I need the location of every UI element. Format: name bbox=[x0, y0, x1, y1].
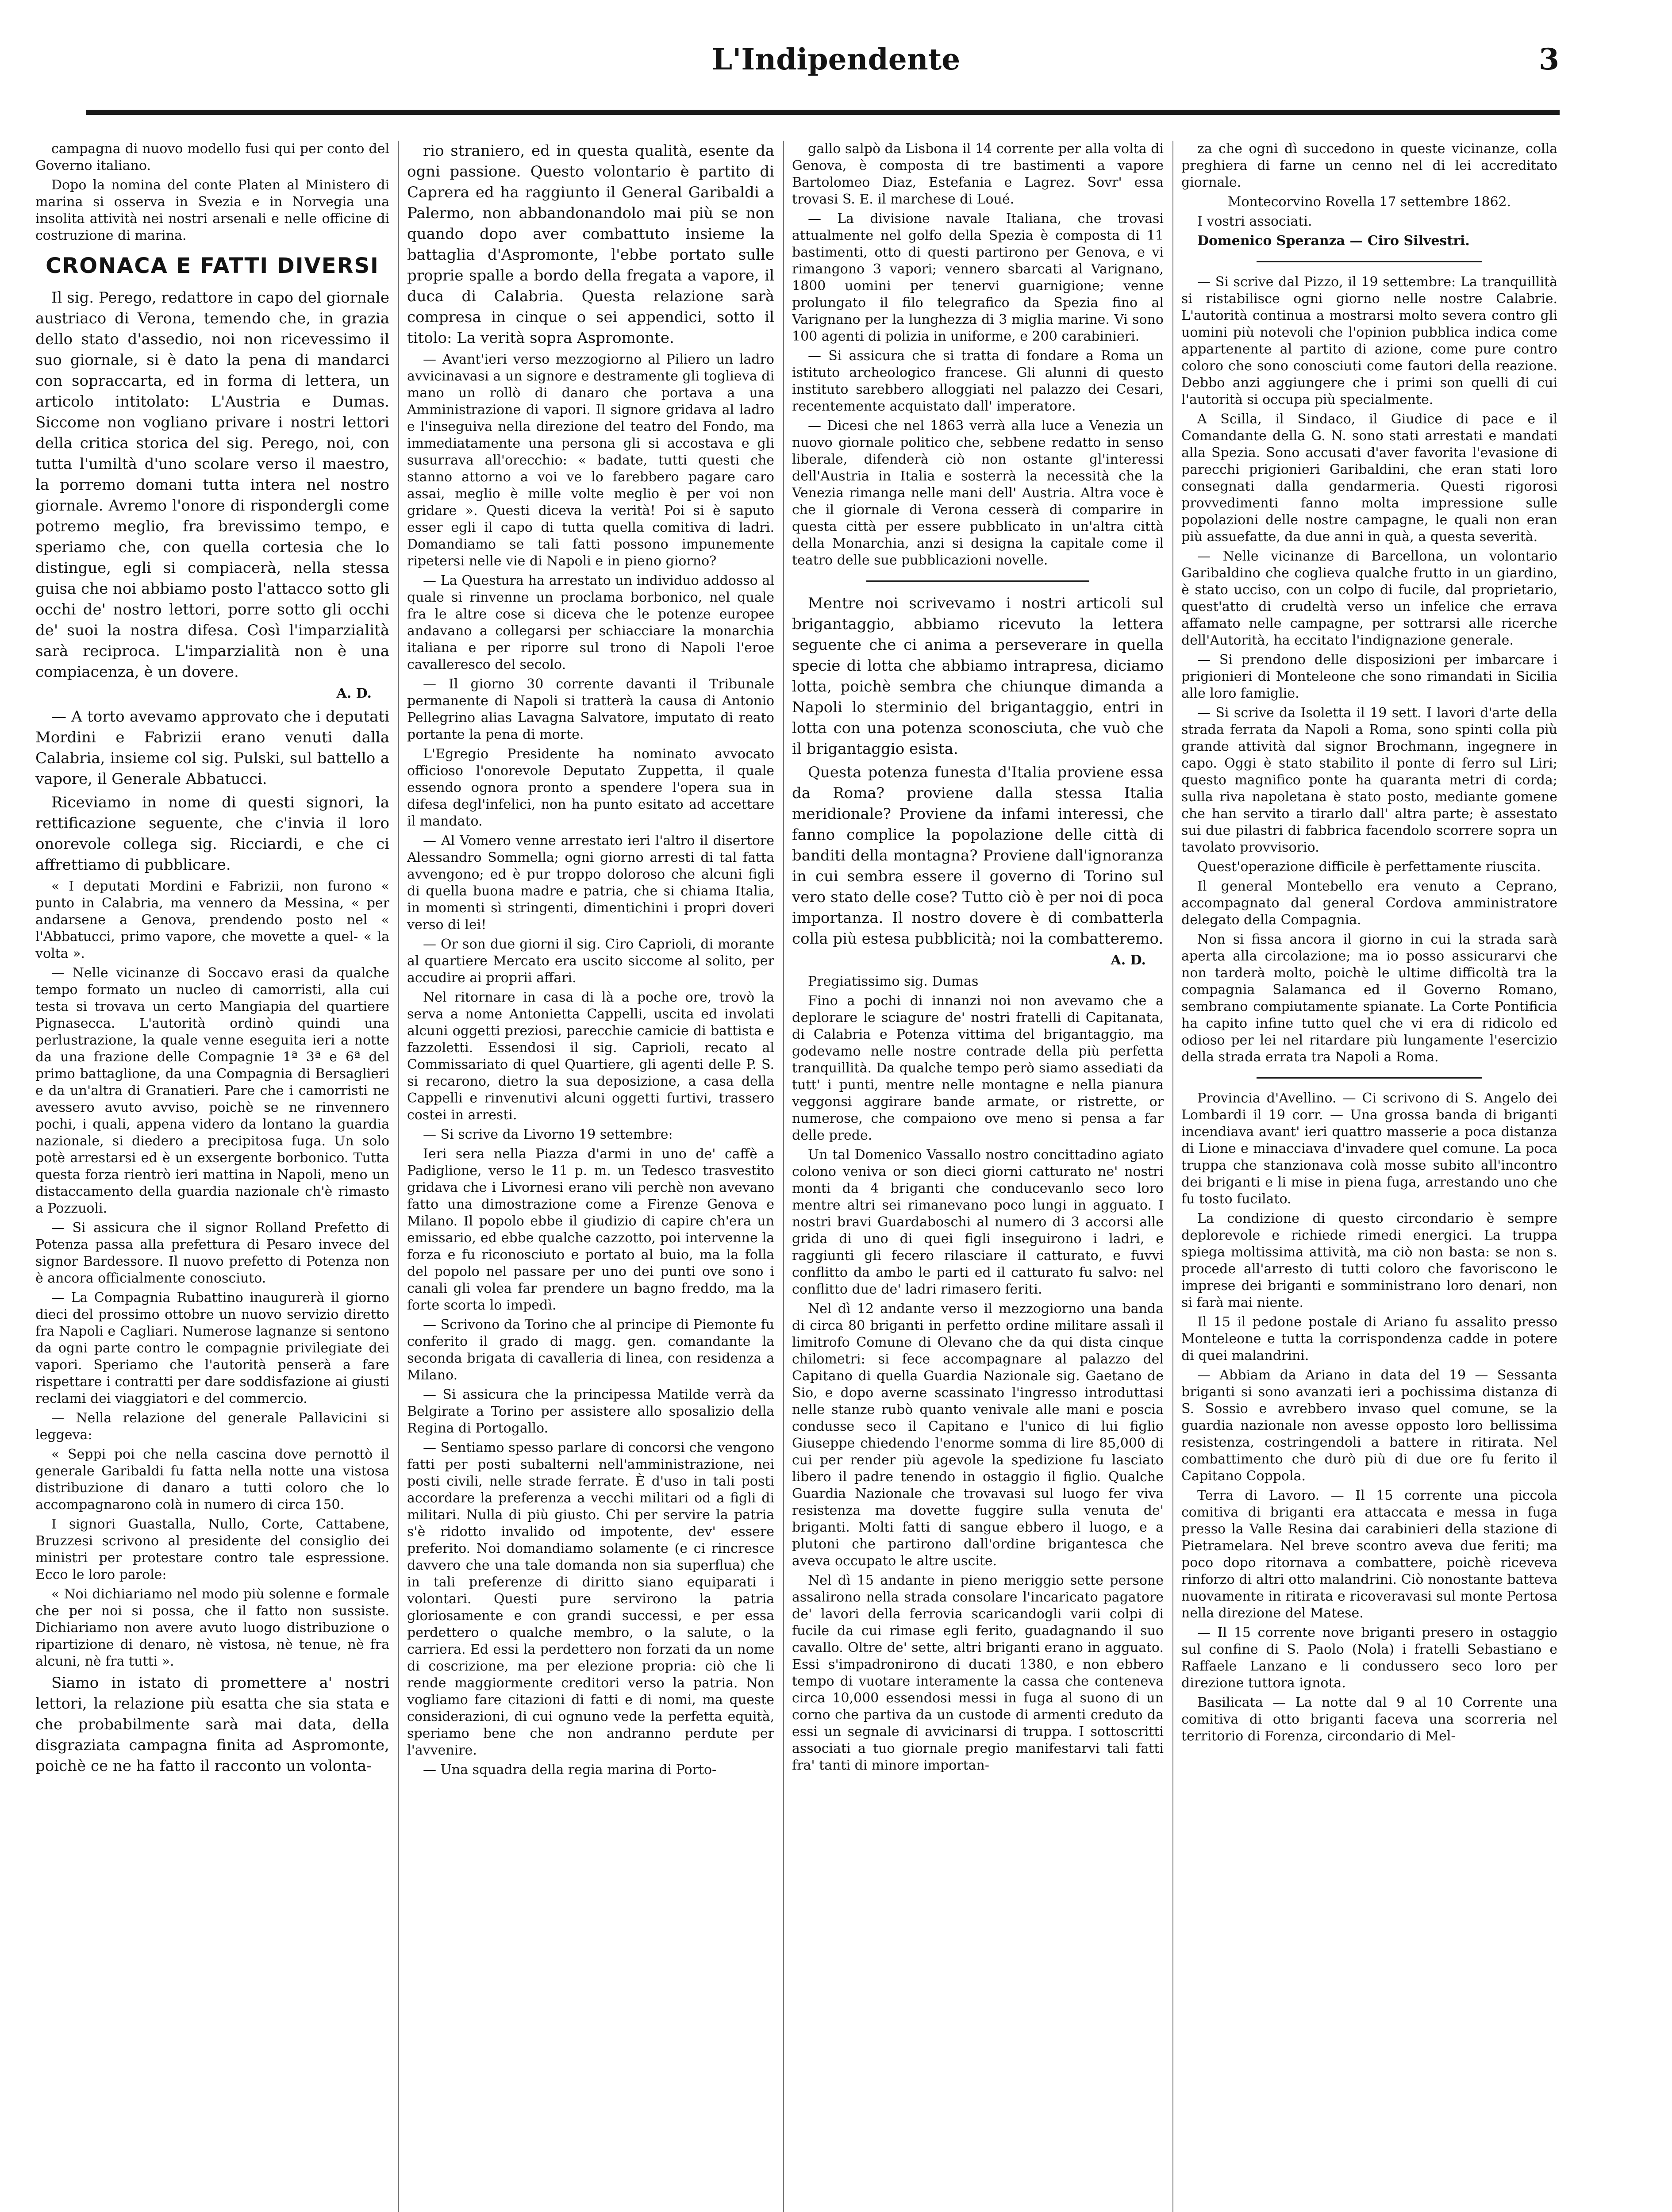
col1-paragraph: « I deputati Mordini e Fabrizii, non furono « punto in Calabria, ma vennero da Messina, « per andarsene a Genova, prendendo posto nel « l'Abbatucci, primo vapore, che movette a quel- « la volta ». bbox=[35, 879, 389, 961]
col2-paragraph: — Avant'ieri verso mezzogiorno al Piliero un ladro avvicinavasi a un signore e destramente gli toglieva di mano un rollò di danaro che portava a una Amministrazione di vapori. Il signore gridava al ladro e l'inseguiva nella direzione del teatro del Fondo, ma immediatamente una persona gli si accostava e gli susurrava all'orecchio: « badate, tutti questi che stanno attorno a voi ve lo farebbero pagare caro assai, meglio è mille volte meglio è per voi non gridare ». Questi diceva la verità! Poi si è saputo esser egli il capo di tutta quella comitiva di ladri. Domandiamo se tali fatti possono impunemente ripetersi nelle vie di Napoli e in pieno giorno? bbox=[407, 352, 774, 569]
col2-paragraph: — Or son due giorni il sig. Ciro Caprioli, di morante al quartiere Mercato era uscito siccome al solito, per accudire ai proprii affari. bbox=[407, 937, 774, 986]
col1-paragraph: I signori Guastalla, Nullo, Corte, Cattabene, Bruzzesi scrivono al presidente del consiglio dei ministri per protestare contro tale espressione. Ecco le loro parole: bbox=[35, 1517, 389, 1582]
signature: A. D. bbox=[336, 686, 372, 701]
col2-paragraph: — Si assicura che la principessa Matilde verrà da Belgirate a Torino per assistere allo sposalizio della Regina di Portogallo. bbox=[407, 1387, 774, 1436]
col4-paragraph: — Si scrive da Isoletta il 19 sett. I lavori d'arte della strada ferrata da Napoli a Roma, sono spinti colla più grande attività dal signor Brochmann, ingegnere in capo. Oggi è stato stabilito il ponte di ferro sul Liri; questo magnifico ponte ha quaranta metri di corda; sulla riva napoletana è stato posto, mediante gomene che han servito a tirarlo dall' altra parte; è assestato sui due pilastri di fabbrica facendolo scorrere sopra un tavolato provvisorio. bbox=[1181, 705, 1557, 855]
col1-paragraph: campagna di nuovo modello fusi qui per conto del Governo italiano. bbox=[35, 141, 389, 173]
column-4 bbox=[1181, 141, 1557, 2212]
col4-paragraph: — Nelle vicinanze di Barcellona, un volontario Garibaldino che coglieva qualche frutto in un giardino, è stato ucciso, con un colpo di fucile, dal proprietario, quest'atto di crudeltà verso un infelice che errava affamato nelle campagne, per sottrarsi alle ricerche dell'Autorità, ha eccitato l'indignazione generale. bbox=[1181, 549, 1557, 648]
col3-paragraph: Nel dì 12 andante verso il mezzogiorno una banda di circa 80 briganti in perfetto ordine militare assalì il limitrofo Comune di Olevano che da qui dista cinque chilometri: si fece accompagnare al palazzo del Capitano di quella Guardia Nazionale sig. Gaetano de Sio, e dopo averne scassinato l'ingresso introduttasi nelle stanze rubò quanto venivale alle mani e poscia condusse seco il Capitano e l'unico di lui figlio Giuseppe chiedendo l'enorme somma di lire 85,000 di cui per render più agevole la spedizione fu lasciato libero il padre tenendo in ostaggio il figlio. Qualche Guardia Nazionale che trovavasi sul luogo fer viva resistenza ma dovette fuggire sulla venuta de' briganti. Molti fatti di sangue ebbero il luogo, e a plutoni che partirono dall'ordine brigantesca che aveva occupato le altre uscite. bbox=[792, 1301, 1164, 1569]
column-divider bbox=[1172, 141, 1173, 2212]
col3-paragraph: Questa potenza funesta d'Italia proviene essa da Roma? proviene dalla stessa Italia meridionale? Proviene da infami interessi, che fanno complice la popolazione delle città di banditi della montagna? Proviene dall'ignoranza in cui sembra essere il governo di Torino sul vero stato delle cose? Tutto ciò è per noi di poca importanza. Il nostro dovere è di combatterla colla più estesa pubblicità; noi la combatteremo. bbox=[792, 764, 1164, 948]
col4-paragraph: Provincia d'Avellino. — Ci scrivono di S. Angelo dei Lombardi il 19 corr. — Una grossa banda di briganti incendiava avant' ieri quattro masserie a poca distanza di Lione e minacciava d'invadere quel comune. La poca truppa che stanzionava colà mosse subito all'incontro dei briganti e li mise in piena fuga, arrestando uno che fu tosto fucilato. bbox=[1181, 1091, 1557, 1207]
col3-paragraph: — Si assicura che si tratta di fondare a Roma un istituto archeologico francese. Gli alunni di questo instituto sarebbero alloggiati nel palazzo dei Cesari, recentemente acquistato dall' imperatore. bbox=[792, 348, 1164, 414]
col4-paragraph: Non si fissa ancora il giorno in cui la strada sarà aperta alla circolazione; ma io posso assicurarvi che non tarderà molto, poichè le ultime difficoltà tra la compagnia Salamanca ed il Governo Romano, sembrano compiutamente spianate. La Corte Pontificia ha capito infine tutto quel che vi era di ridicolo ed odioso per lei nel ritardare più lungamente l'esercizio della strada errata tra Napoli a Roma. bbox=[1181, 932, 1557, 1065]
col4-paragraph: Quest'operazione difficile è perfettamente riuscita. bbox=[1197, 859, 1541, 875]
col1-paragraph: Dopo la nomina del conte Platen al Ministero di marina si osserva in Svezia e in Norvegia una insolita attività nei nostri arsenali e nelle officine di costruzione di marina. bbox=[35, 177, 389, 243]
col2-paragraph: — La Questura ha arrestato un individuo addosso al quale si rinvenne un proclama borbonico, nel quale fra le altre cose si diceva che le potenze europee andavano a collegarsi per schiacciare la monarchia italiana e per riporre sul trono di Napoli l'eroe cavalleresco del secolo. bbox=[407, 573, 774, 672]
section-divider bbox=[866, 580, 1089, 582]
newspaper-title: L'Indipendente bbox=[711, 42, 961, 77]
col2-paragraph: — Scrivono da Torino che al principe di Piemonte fu conferito il grado di magg. gen. comandante la seconda brigata di cavalleria di linea, con residenza a Milano. bbox=[407, 1317, 774, 1383]
col3-paragraph: gallo salpò da Lisbona il 14 corrente per alla volta di Genova, è composta di tre bastimenti a vapore Bartolomeo Diaz, Estefania e Lagrez. Sovr' essa trovasi S. E. il marchese di Loué. bbox=[792, 141, 1164, 207]
col1-paragraph: — A torto avevamo approvato che i deputati Mordini e Fabrizii erano venuti dalla Calabria, insieme col sig. Pulski, sul battello a vapore, il Generale Abbatucci. bbox=[35, 708, 389, 788]
column-3 bbox=[792, 141, 1164, 2212]
col2-paragraph: — Il giorno 30 corrente davanti il Tribunale permanente di Napoli si tratterà la causa di Antonio Pellegrino alias Lavagna Salvatore, imputato di reato portante la pena di morte. bbox=[407, 676, 774, 742]
col1-paragraph: — Si assicura che il signor Rolland Prefetto di Potenza passa alla prefettura di Pesaro invece del signor Bardessore. Il nuovo prefetto di Potenza non è ancora officialmente conosciuto. bbox=[35, 1220, 389, 1286]
col3-paragraph: Nel dì 15 andante in pieno meriggio sette persone assalirono nella strada consolare l'incaricato pagatore de' lavori della ferrovia scaricandogli varii colpi di fucile da cui rimase egli ferito, guadagnando il suo cavallo. Oltre de' sette, altri briganti erano in agguato. Essi s'impadronirono di ducati 1380, e non ebbero tempo di vuotare interamente la cassa che conteneva circa 10,000 essendosi messi in fuga al suono di un corno che partiva da un custode di armenti creduto da essi un segnale di avvicinarsi di truppa. I sottoscritti associati a tuo giornale pregio manifestarvi tali fatti fra' tanti di minore importan- bbox=[792, 1573, 1164, 1773]
col3-paragraph: Fino a pochi di innanzi noi non avevamo che a deplorare le sciagure de' nostri fratelli di Capitanata, di Calabria e Potenza vittima del brigantaggio, ma godevamo nelle nostre contrade della più perfetta tranquillità. Da qualche tempo però siamo assediati da tutt' i punti, mentre nelle montagne e nella pianura veggonsi aggirare bande armate, or ristrette, or numerose, che compaiono ove meno si pensa a far delle prede. bbox=[792, 993, 1164, 1143]
letter-salutation: Pregiatissimo sig. Dumas bbox=[808, 974, 979, 989]
column-1 bbox=[35, 141, 389, 2212]
col4-paragraph: Basilicata — La notte dal 9 al 10 Corrente una comitiva di otto briganti faceva una scorreria nel territorio di Forenza, circondario di Mel- bbox=[1181, 1695, 1557, 1744]
signature: A. D. bbox=[1111, 952, 1146, 968]
col4-paragraph: A Scilla, il Sindaco, il Giudice di pace e il Comandante della G. N. sono stati arrestati e mandati alla Spezia. Sono accusati d'aver favorita l'evasione di parecchi prigionieri Garibaldini, che eran stati loro consegnati dalla gendarmeria. Questi rigorosi provvedimenti fanno molta impressione sulle popolazioni delle nostre campagne, le quali non eran più assuefatte, da due anni in quà, a questa severità. bbox=[1181, 411, 1557, 545]
col4-paragraph: — Si scrive dal Pizzo, il 19 settembre: La tranquillità si ristabilisce ogni giorno nelle nostre Calabrie. L'autorità continua a mostrarsi molto severa contro gli uomini più notevoli che l'opinion pubblica indica come appartenente al partito di azione, come pure contro coloro che sono conosciuti come fautori della reazione. Debbo anzi aggiungere che i primi son quelli di cui l'autorità si occupa più specialmente. bbox=[1181, 274, 1557, 407]
col4-paragraph: Terra di Lavoro. — Il 15 corrente una piccola comitiva di briganti era attaccata e messa in fuga presso la Valle Resina dai carabinieri della stazione di Pietramelara. Nel breve scontro aveva due feriti; ma poco dopo ritornava a combattere, poichè riceveva rinforzo di altri otto malandrini. Ciò nonostante batteva nuovamente in ritirata e ricoveravasi sul monte Pertosa nella direzione del Matese. bbox=[1181, 1488, 1557, 1621]
col2-paragraph: — Sentiamo spesso parlare di concorsi che vengono fatti per posti subalterni nell'amministrazione, nei posti civili, nelle strade ferrate. È d'uso in tali posti accordare la preferenza a vecchi militari od a figli di militari. Nulla di più giusto. Chi per servire la patria s'è ridotto invalido od impotente, dev' essere preferito. Noi domandiamo solamente (e ci rincresce davvero che una tale domanda non sia superflua) che in tali preferenze di diritto siano equiparati i volontari. Questi pure servirono la patria gloriosamente e con grandi successi, e per essa perdettero o qualche membro, o la salute, o la carriera. Ed essi la perdettero non forzati da un nome di coscrizione, ma per elezione propria: ciò che li rende maggiormente creditori verso la patria. Non vogliamo fare citazioni di fatti e di nomi, ma queste considerazioni, di cui ognuno vede la perfetta equità, speriamo bene che non andranno perdute per l'avvenire. bbox=[407, 1440, 774, 1758]
section-divider bbox=[1257, 261, 1482, 262]
col2-paragraph: L'Egregio Presidente ha nominato avvocato officioso l'onorevole Deputato Zuppetta, il quale essendo ognora pronto a spendere l'opera sua in difesa degl'infelici, non ha punto esitato ad accettare il mandato. bbox=[407, 746, 774, 829]
col2-paragraph: — Al Vomero venne arrestato ieri l'altro il disertore Alessandro Sommella; ogni giorno arresti di tal fatta avvengono; ed è pur troppo doloroso che alcuni figli di quella buona madre e patria, che si chiama Italia, in momenti sì stringenti, dimentichini i propri doveri verso di lei! bbox=[407, 833, 774, 933]
column-2 bbox=[407, 141, 774, 2212]
col1-paragraph: Il sig. Perego, redattore in capo del giornale austriaco di Verona, temendo che, in grazia dello stato d'assedio, noi non ricevessimo il suo giornale, si è dato la pena di mandarci con sopraccarta, ed in forma di lettera, un articolo intitolato: L'Austria e Dumas. Siccome non vogliano privare i nostri lettori della critica storica del sig. Perego, noi, con tutta l'umiltà d'uno scolare verso il maestro, la porremo domani tutta intera nel nostro giornale. Avremo l'onore di rispondergli come potremo meglio, fra brevissimo tempo, e speriamo che, con quella cortesia che lo distingue, egli si compiacerà, nella stessa guisa che noi abbiamo posto l'attacco sotto gli occhi de' nostro lettori, porre sotto gli occhi de' suoi la nostra difesa. Così l'imparzialità sarà reciproca. L'imparzialità non è una compiacenza, è un dovere. bbox=[35, 289, 389, 681]
col1-paragraph: « Noi dichiariamo nel modo più solenne e formale che per noi si possa, che il fatto non sussiste. Dichiariamo non avere avuto luogo distribuzione o ripartizione di denaro, nè vistosa, nè tenue, nè fra alcuni, nè fra tutti ». bbox=[35, 1586, 389, 1669]
col4-paragraph: La condizione di questo circondario è sempre deplorevole e richiede rimedi energici. La truppa spiega moltissima attività, ma ciò non basta: se non s. procede all'arresto di tutti coloro che favoriscono le imprese dei briganti e somministrano loro denari, non si farà mai niente. bbox=[1181, 1211, 1557, 1310]
section-divider bbox=[1257, 1077, 1482, 1079]
column-divider bbox=[398, 141, 399, 2212]
col3-paragraph: Mentre noi scrivevamo i nostri articoli sul brigantaggio, abbiamo ricevuto la lettera seguente che ci anima a perseverare in quella specie di lotta che abbiamo intrapresa, diciamo lotta, poichè sembra che chiunque dimanda a Napoli lo sterminio del brigantaggio, entri in lotta con una potenza sconosciuta, che vuò che il brigantaggio esista. bbox=[792, 595, 1164, 758]
col4-paragraph: — Abbiam da Ariano in data del 19 — Sessanta briganti si sono avanzati ieri a pochissima distanza di S. Sossio e avrebbero invaso quel comune, se la guardia nazionale non avesse opposto loro bellissima resistenza, costringendoli a battere in ritirata. Nel combattimento che durò più di due ore fu ferito il Capitano Coppola. bbox=[1181, 1367, 1557, 1484]
signers: Domenico Speranza — Ciro Silvestri. bbox=[1197, 233, 1470, 249]
col2-paragraph: Ieri sera nella Piazza d'armi in uno de' caffè a Padiglione, verso le 11 p. m. un Tedesco trasvestito gridava che i Livornesi erano vili perchè non avevano fatto una dimostrazione come a Firenze Genova e Milano. Il popolo ebbe il giudizio di capire ch'era un emissario, ed ebbe qualche cazzotto, poi intervenne la forza e fu riconosciuto e portato al buio, ma la folla del popolo nel passare per uno dei punti ove sono i canali gli volea far prendere un bagno freddo, ma la forte scorta lo impedì. bbox=[407, 1146, 774, 1313]
col1-paragraph: Riceviamo in nome di questi signori, la rettificazione seguente, che c'invia il loro onorevole collega sig. Ricciardi, e che ci affrettiamo di pubblicare. bbox=[35, 794, 389, 874]
col3-paragraph: — La divisione navale Italiana, che trovasi attualmente nel golfo della Spezia è composta di 11 bastimenti, otto di questi partirono per Genova, e vi rimangono 3 vapori; vennero sbarcati al Varignano, 1800 uomini per tenervi guarnigione; venne prolungato il filo telegrafico da Spezia fino al Varignano per la lunghezza di 3 miglia marine. Vi sono 100 agenti di polizia in uniforme, e 200 carabinieri. bbox=[792, 211, 1164, 344]
column-divider bbox=[783, 141, 784, 2212]
section-heading: CRONACA E FATTI DIVERSI bbox=[46, 253, 379, 278]
col4-paragraph: — Il 15 corrente nove briganti presero in ostaggio sul confine di S. Paolo (Nola) i fratelli Sebastiano e Raffaele Lanzano e li condussero seco loro per direzione tuttora ignota. bbox=[1181, 1625, 1557, 1691]
masthead bbox=[0, 42, 1672, 77]
col4-paragraph: — Si prendono delle disposizioni per imbarcare i prigionieri di Monteleone che sono rimandati in Sicilia alle loro famiglie. bbox=[1181, 652, 1557, 701]
col3-paragraph: — Dicesi che nel 1863 verrà alla luce a Venezia un nuovo giornale politico che, sebbene redatto in senso liberale, difenderà ciò non ostante gl'interessi dell'Austria in Italia e sosterrà la necessità che la Venezia rimanga nelle mani dell' Austria. Altra voce è che il giornale di Verona cesserà di comparire in questa città per essere pubblicato in un'altra città della Monarchia, anzi si designa la capitale come il teatro delle sue pubblicazioni novelle. bbox=[792, 418, 1164, 568]
col1-paragraph: — La Compagnia Rubattino inaugurerà il giorno dieci del prossimo ottobre un nuovo servizio diretto fra Napoli e Cagliari. Numerose lagnanze si sentono da ogni parte contro le compagnie privilegiate dei vapori. Speriamo che l'autorità penserà a fare rispettare i contratti per dare soddisfazione ai giusti reclami dei viaggiatori e del commercio. bbox=[35, 1290, 389, 1406]
col1-paragraph: — Nelle vicinanze di Soccavo erasi da qualche tempo formato un nucleo di camorristi, alla cui testa si trovava un certo Mangiapia del quartiere Pignasecca. L'autorità ordinò quindi una perlustrazione, la quale venne eseguita ieri a notte da una frazione delle Compagnie 1ª 3ª e 6ª del primo battaglione, da una Compagnia di Bersaglieri e da un'altra di Granatieri. Pare che i camorristi ne avessero avuto avviso, poichè se ne rinvennero pochi, i quali, appena videro da lontano la guardia nazionale, si diedero a precipitosa fuga. Un solo potè arrestarsi ed è un exsergente borbonico. Tutta questa forza rientrò ieri mattina in Napoli, meno un distaccamento della guardia nazionale ch'è rimasto a Pozzuoli. bbox=[35, 965, 389, 1216]
col2-paragraph: Nel ritornare in casa di là a poche ore, trovò la serva a nome Antonietta Cappelli, uscita ed involati alcuni oggetti preziosi, parecchie camicie di battista e fazzoletti. Essendosi il sig. Caprioli, recato al Commissariato di quel Quartiere, gli agenti delle P. S. si recarono, dietro la sua deposizione, a casa della Cappelli e rinvenutivi alcuni oggetti furtivi, trassero costei in arresti. bbox=[407, 990, 774, 1123]
col2-paragraph: — Si scrive da Livorno 19 settembre: bbox=[423, 1127, 673, 1142]
col3-paragraph: Un tal Domenico Vassallo nostro concittadino agiato colono veniva or son dieci giorni catturato ne' nostri monti da 4 briganti che conducevanlo seco loro mentre altri sei rimanevano poco lungi in agguato. I nostri bravi Guardaboschi al numero di 3 accorsi alle grida di uno di quei figli inseguirono i ladri, e raggiunti gli fecero rilasciare il catturato, e fuvvi conflitto da ambo le parti ed il catturato fu salvo: nel conflitto due de' ladri rimasero feriti. bbox=[792, 1147, 1164, 1297]
col1-paragraph: Siamo in istato di promettere a' nostri lettori, la relazione più esatta che sia stata e che probabilmente sarà mai data, della disgraziata campagna finita ad Aspromonte, poichè ce ne ha fatto il racconto un volonta- bbox=[35, 1674, 389, 1775]
closing: I vostri associati. bbox=[1197, 214, 1312, 229]
col4-paragraph: za che ogni dì succedono in queste vicinanze, colla preghiera di farne un cenno nel di lei accreditato giornale. bbox=[1181, 141, 1557, 190]
col4-paragraph: Il general Montebello era venuto a Ceprano, accompagnato dal general Cordova amministratore delegato della Compagnia. bbox=[1181, 879, 1557, 928]
header-rule bbox=[86, 110, 1560, 115]
col2-paragraph: rio straniero, ed in questa qualità, esente da ogni passione. Questo volontario è partito di Caprera ed ha raggiunto il General Garibaldi a Palermo, non abbandonandolo mai più se non quando dopo aver combattuto insieme la battaglia d'Aspromonte, l'ebbe portato sulle proprie spalle a bordo della fregata a vapore, il duca di Calabria. Questa relazione sarà compresa in cinque o sei appendici, sotto il titolo: La verità sopra Aspromonte. bbox=[407, 142, 774, 347]
col1-paragraph: « Seppi poi che nella cascina dove pernottò il generale Garibaldi fu fatta nella notte una vistosa distribuzione di danaro a tutti coloro che lo accompagnarono colà in numero di circa 150. bbox=[35, 1447, 389, 1513]
place-date: Montecorvino Rovella 17 settembre 1862. bbox=[1227, 194, 1511, 210]
col4-paragraph: Il 15 il pedone postale di Ariano fu assalito presso Monteleone e tutta la corrispondenza cadde in potere di quei malandrini. bbox=[1181, 1314, 1557, 1363]
page-number: 3 bbox=[1539, 42, 1559, 77]
col1-paragraph: — Nella relazione del generale Pallavicini si leggeva: bbox=[35, 1410, 389, 1443]
col2-paragraph: — Una squadra della regia marina di Porto- bbox=[423, 1762, 717, 1778]
